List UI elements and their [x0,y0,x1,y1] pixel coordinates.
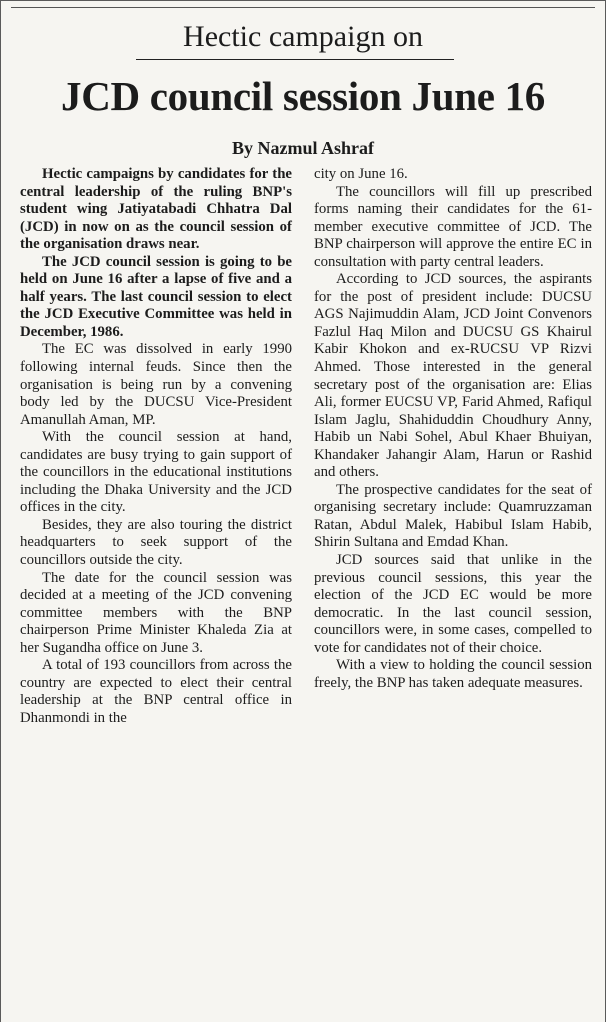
paragraph: With the council session at hand, candidates are busy trying to gain support of the councillors in the educational institutions including the Dhaka University and the JCD offices in the city. [20,429,292,516]
paragraph: The date for the council session was decided at a meeting of the JCD convening committee members with the BNP chairperson Prime Minister Khaleda Zia at her Sugandha office on June 3. [20,569,292,656]
paragraph: The EC was dissolved in early 1990 following internal feuds. Since then the organisation is being run by a convening body led by the DUCSU Vice-President Amanullah Aman, MP. [20,341,292,428]
left-column [20,166,292,728]
kicker-headline: Hectic campaign on [183,20,423,53]
main-headline: JCD council session June 16 [61,73,545,119]
paragraph: The JCD council session is going to be held on June 16 after a lapse of five and a half years. The last council session to elect the JCD Executive Committee was held in December, 1986. [20,253,292,340]
paragraph: Hectic campaigns by candidates for the central leadership of the ruling BNP's student wing Jatiyatabadi Chhatra Dal (JCD) in now on as the council session of the organisation draws near. [20,166,292,253]
paragraph: Besides, they are also touring the district headquarters to seek support of the councillors outside the city. [20,516,292,569]
paragraph: The councillors will fill up prescribed forms naming their candidates for the 61-member executive committee of JCD. The BNP chairperson will approve the entire EC in consultation with party central leaders. [314,183,592,270]
byline: By Nazmul Ashraf [231,138,374,158]
right-column [314,166,592,692]
paragraph-continuation: city on June 16. [314,166,408,182]
top-rule [11,7,595,8]
paragraph: The prospective candidates for the seat of organising secretary include: Quamruzzaman Ratan, Abdul Malek, Habibul Islam Habib, Shirin Sultana and Emdad Khan. [314,481,592,551]
paragraph: JCD sources said that unlike in the previous council sessions, this year the election of the JCD EC would be more democratic. In the last council session, councillors were, in some cases, compelled to vote for candidates not of their choice. [314,552,592,656]
kicker-underline [136,59,454,60]
paragraph: With a view to holding the council session freely, the BNP has taken adequate measures. [314,657,592,691]
paragraph: A total of 193 councillors from across the country are expected to elect their central leadership at the BNP central office in Dhanmondi in the [20,657,292,726]
paragraph: According to JCD sources, the aspirants for the post of president include: DUCSU AGS Najimuddin Alam, JCD Joint Convenors Fazlul Haq Milon and DUCSU GS Khairul Kabir Khokon and ex-RUCSU VP Rizvi Ahmed. Those interested in the general secretary post of the organisation are: Elias Ali, former EUCSU VP, Farid Ahmed, Rafiqul Islam Jaglu, Shahiduddin Choudhury Anny, Habib un Nabi Sohel, Abul Khaer Bhuiyan, Khandaker Jahangir Alam, Harun or Rashid and others. [314,271,592,481]
